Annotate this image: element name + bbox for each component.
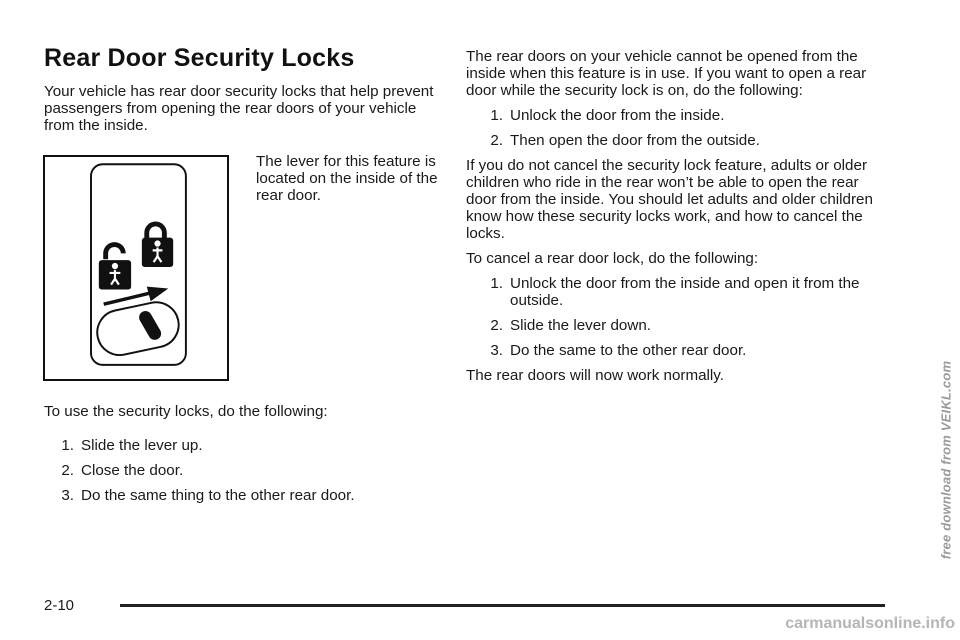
bottom-watermark: carmanualsonline.info <box>785 615 955 632</box>
feature-in-use-paragraph: The rear doors on your vehicle cannot be opened from the inside when this feature is in use. If you want to open a rear door while the security lock is on, do the following: <box>466 48 867 99</box>
step-text: Slide the lever up. <box>81 437 203 454</box>
lever-location-note: The lever for this feature is located on the inside of the rear door. <box>256 153 438 204</box>
list-item <box>44 487 444 504</box>
step-number: 3. <box>490 342 503 359</box>
step-text: Unlock the door from the inside. <box>510 107 725 124</box>
step-text: Do the same to the other rear door. <box>510 342 747 359</box>
step-text: Unlock the door from the inside and open it from the outside. <box>510 275 860 309</box>
list-item <box>44 462 444 479</box>
step-text: Then open the door from the outside. <box>510 132 760 149</box>
step-number: 2. <box>490 317 503 334</box>
child-lock-lever-icon <box>45 157 227 379</box>
use-locks-heading: To use the security locks, do the following: <box>44 403 328 420</box>
list-item <box>466 132 886 149</box>
side-watermark-text: free download from VEIKL.com <box>938 360 954 560</box>
cancel-lock-steps <box>466 275 886 359</box>
step-number: 1. <box>490 275 503 292</box>
closing-paragraph: The rear doors will now work normally. <box>466 367 724 384</box>
step-text: Slide the lever down. <box>510 317 651 334</box>
step-number: 2. <box>490 132 503 149</box>
step-text: Do the same thing to the other rear door. <box>81 487 355 504</box>
footer-divider <box>120 604 885 607</box>
step-number: 1. <box>61 437 74 454</box>
list-item <box>466 317 886 334</box>
list-item <box>466 107 886 124</box>
list-item <box>466 275 886 309</box>
page-number: 2-10 <box>44 597 75 614</box>
list-item <box>44 437 444 454</box>
side-watermark <box>936 340 956 580</box>
intro-paragraph: Your vehicle has rear door security locks that help prevent passengers from opening the rear doors of your vehicle from the inside. <box>44 83 434 134</box>
use-locks-steps <box>44 437 444 512</box>
right-column <box>466 48 886 392</box>
step-number: 1. <box>490 107 503 124</box>
warning-paragraph: If you do not cancel the security lock feature, adults or older children who ride in the rear won’t be able to open the rear door from the inside. You should let adults and older children know how these security locks work, and how to cancel the locks. <box>466 157 873 242</box>
step-number: 3. <box>61 487 74 504</box>
open-door-steps <box>466 107 886 149</box>
list-item <box>466 342 886 359</box>
step-text: Close the door. <box>81 462 184 479</box>
step-number: 2. <box>61 462 74 479</box>
cancel-lock-heading: To cancel a rear door lock, do the following: <box>466 250 759 267</box>
security-lock-lever-figure <box>43 155 229 381</box>
page-title: Rear Door Security Locks <box>44 44 355 72</box>
